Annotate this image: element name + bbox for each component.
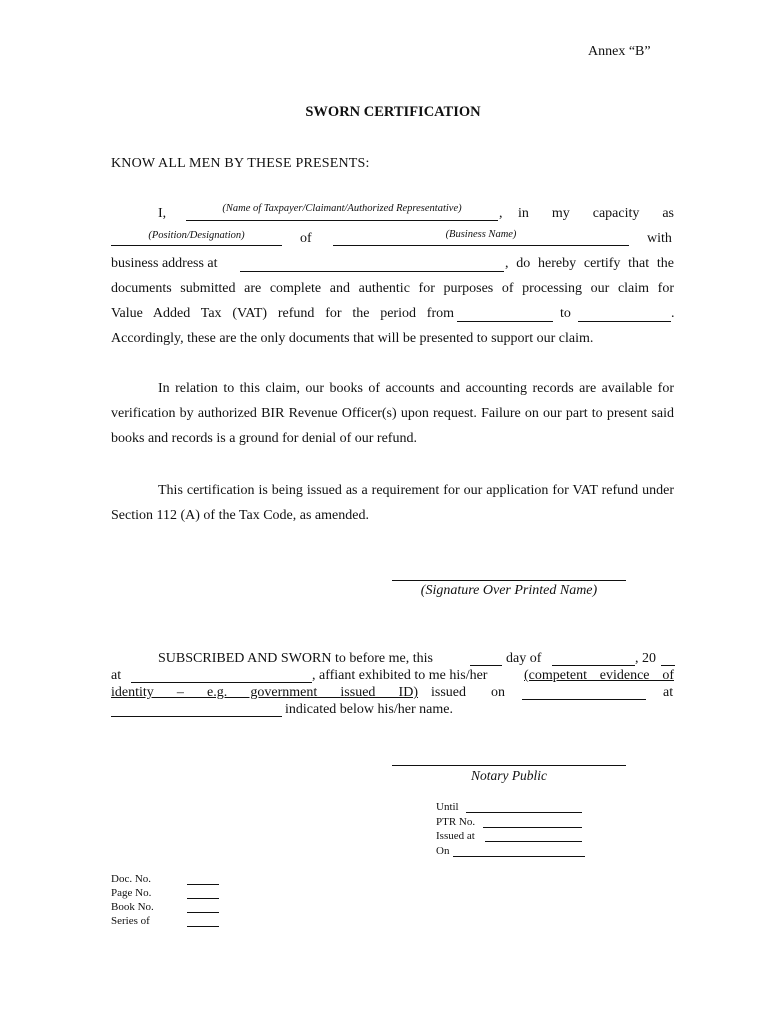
series-of-field[interactable] [187, 914, 219, 927]
period-from-field[interactable] [457, 305, 553, 322]
jurat-affiant: , affiant exhibited to me his/her [312, 668, 488, 683]
jurat-subscribed: SUBSCRIBED AND SWORN to before me, this [158, 651, 433, 666]
jurat-indicated: indicated below his/her name. [285, 702, 453, 717]
para1-i: I, [158, 206, 167, 221]
day-field[interactable] [470, 649, 502, 666]
period-from-text: Value Added Tax (VAT) refund for the period from [111, 306, 454, 321]
day-of-word: day of [506, 651, 542, 666]
notary-issued-at-field[interactable] [485, 829, 582, 842]
notary-label: Notary Public [470, 768, 548, 783]
year-prefix: , 20 [635, 651, 656, 666]
doc-no-field[interactable] [187, 872, 219, 885]
signature-line[interactable] [392, 580, 626, 581]
issued-at-field[interactable] [111, 700, 282, 717]
annex-label: Annex “B” [588, 44, 651, 59]
evidence-text-1: (competent evidence of [524, 668, 674, 683]
with-word: with [647, 231, 672, 246]
issued-on-field[interactable] [522, 683, 646, 700]
of-word: of [300, 231, 312, 246]
evidence-text-2: identity – e.g. government issued ID) [111, 685, 418, 700]
business-address-label: business address at [111, 256, 218, 271]
notary-signature-line[interactable] [392, 765, 626, 766]
business-address-field[interactable] [240, 255, 504, 272]
jurat-at2: at [663, 685, 674, 700]
place-field[interactable] [131, 666, 312, 683]
notary-on-field[interactable] [453, 844, 585, 857]
notary-until-field[interactable] [466, 800, 582, 813]
month-field[interactable] [552, 649, 635, 666]
notary-issued-at-label: Issued at [436, 830, 475, 842]
para1-line5: Accordingly, these are the only documents that will be presented to support our claim. [111, 331, 594, 346]
year-field[interactable] [661, 649, 675, 666]
series-of-label: Series of [111, 915, 150, 927]
book-no-field[interactable] [187, 900, 219, 913]
business-name-hint: (Business Name) [445, 229, 517, 240]
signature-label: (Signature Over Printed Name) [420, 583, 598, 598]
page-no-field[interactable] [187, 886, 219, 899]
para3: This certification is being issued as a requirement for our application for VAT refund under Section 112 (A) of the Tax Code, as amended. [111, 483, 674, 523]
document-title: SWORN CERTIFICATION [305, 104, 481, 120]
capacity-text: in my capacity as [518, 206, 674, 221]
para2: In relation to this claim, our books of accounts and accounting records are available for verification by authorized BIR Revenue Officer(s) upon request. Failure on our part to present said books and records is a ground for denial of our refund. [111, 381, 674, 446]
page-no-label: Page No. [111, 887, 152, 899]
issued-on-text: issued on [431, 685, 505, 700]
taxpayer-name-hint: (Name of Taxpayer/Claimant/Authorized Representative) [222, 203, 462, 214]
doc-no-label: Doc. No. [111, 873, 152, 885]
para1-line3: documents submitted are complete and authentic for purposes of processing our claim for [111, 281, 674, 296]
notary-ptr-field[interactable] [483, 815, 582, 828]
notary-on-label: On [436, 845, 450, 857]
notary-ptr-label: PTR No. [436, 816, 476, 828]
book-no-label: Book No. [111, 901, 154, 913]
period-to-field[interactable] [578, 305, 671, 322]
notary-until-label: Until [436, 801, 459, 813]
position-hint: (Position/Designation) [148, 230, 245, 241]
certify-text: , do hereby certify that the [505, 256, 674, 271]
to-word: to [560, 306, 571, 321]
jurat-at: at [111, 668, 122, 683]
opening-line: KNOW ALL MEN BY THESE PRESENTS: [111, 156, 370, 171]
